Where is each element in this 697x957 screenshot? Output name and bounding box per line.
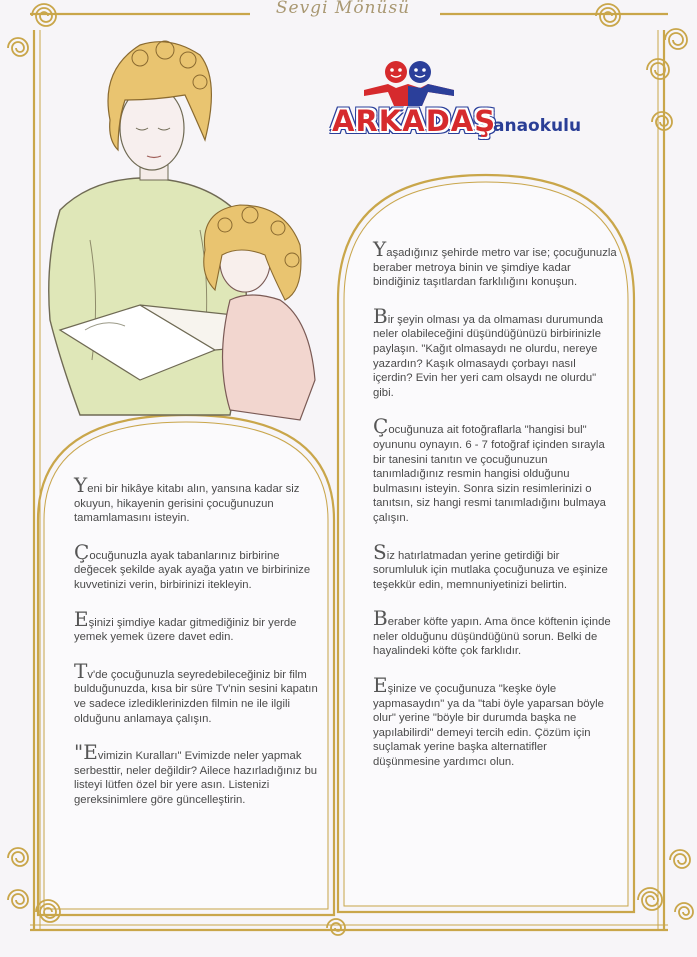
drop-initial: B (373, 606, 388, 631)
tip-text: iz hatırlatmadan yerine getirdiği bir sorumluluk için mutlaka çocuğunuza ve eşinize teşekkür edin, memnuniyetinizi belirtin. (373, 549, 608, 591)
drop-initial: T (74, 658, 88, 683)
right-column (373, 237, 617, 789)
logo-wordmark: ARKADAŞ (332, 104, 497, 138)
children-logo-icon (362, 60, 462, 108)
tip-text: şinizi şimdiye kadar gitmediğiniz bir yerde yemek yemek üzere davet edin. (74, 616, 297, 644)
tip-text: v'de çocuğunuzla seyredebileceğiniz bir film bulduğunuzda, kısa bir süre Tv'nin sesini kapatın ve sadece izlediklerinizden filmin ne ile ilgili olduğunu anlamaya çalışın. (74, 668, 318, 725)
left-tip-5 (74, 740, 322, 807)
drop-initial: Y (74, 473, 88, 497)
drop-initial: E (373, 673, 388, 698)
tip-text: eraber köfte yapın. Ama önce köftenin içinde neler olduğunu düşündüğünü sorun. Belki de hayalindeki köfte çok farklıdır. (373, 616, 611, 658)
tip-text: aşadığınız şehirde metro var ise; çocuğunuzla beraber metroya binin ve şimdiye kadar bindiğiniz taşıtlardan farklılığını konuşun. (373, 247, 617, 289)
tip-text: vimizin Kuralları" Evimizde neler yapmak serbesttir, neler değildir? Ailece hazırladığınız bu listeyi lütfen özel bir yere asın. Listenizi gereksinimlere göre güncelleştirin. (74, 750, 318, 806)
arkadas-logo (330, 60, 600, 140)
left-tip-2 (74, 539, 322, 593)
drop-initial: S (373, 539, 387, 564)
left-tip-4 (74, 658, 322, 726)
left-tip-1 (74, 473, 322, 526)
right-tip-2 (373, 303, 617, 401)
tip-text: ir şeyin olması ya da olmaması durumunda neler olabileceğini düşündüğünüzü birbirinizle paylaşın. "Kağıt olmasaydı ne olurdu, nereye yazardın? Kaşık olmasaydı çorbayı nasıl içerdin? Evin her yeri cam olsaydı ne olurdu" gibi. (373, 313, 604, 399)
right-tip-4 (373, 539, 617, 593)
drop-initial: B (373, 303, 388, 328)
tip-text: ocuğunuzla ayak tabanlarınız birbirine değecek şekilde ayak ayağa yatın ve birbirinize kuvvetinizi verin, birbirinizi itekleyin. (74, 549, 311, 591)
left-column (74, 473, 322, 827)
right-tip-5 (373, 606, 617, 659)
page-title: Sevgi Mönüsü (275, 0, 411, 18)
drop-initial: Ç (74, 539, 90, 564)
drop-initial: E (74, 606, 89, 631)
drop-initial: Ç (373, 414, 389, 439)
left-tip-3 (74, 606, 322, 645)
tip-text: şinize ve çocuğunuza "keşke öyle yapmasaydın" ya da "tabi öyle yaparsan böyle olur" yerine "böyle bir durumda başka ne yapılabilirdi" demeyi tercih edin. Çözüm için suçlamak yerine başka alternatifler düşünmesine yardımcı olun. (373, 683, 604, 769)
right-tip-6 (373, 673, 617, 770)
drop-initial: Y (373, 237, 387, 261)
tip-text: ocuğunuza ait fotoğraflarla "hangisi bul" oyununu oynayın. 6 - 7 fotoğraf içinden sırayla bir tanesini tanıtın ve çocuğunuzun tanımladığınız resmin hangisi olduğunu bulmasını isteyin. Sonra sizin resimlerinizi o tanıtsın, siz hangi resmi tanımladığını bulmaya çalışın. (373, 424, 606, 524)
right-tip-3 (373, 414, 617, 525)
tip-text: eni bir hikâye kitabı alın, yansına kadar siz okuyun, hikayenin gerisini çocuğunuzun tamamlamasını isteyin. (74, 483, 300, 525)
drop-initial: "E (74, 740, 98, 765)
right-tip-1 (373, 237, 617, 290)
logo-subtitle: anaokulu (493, 116, 582, 136)
